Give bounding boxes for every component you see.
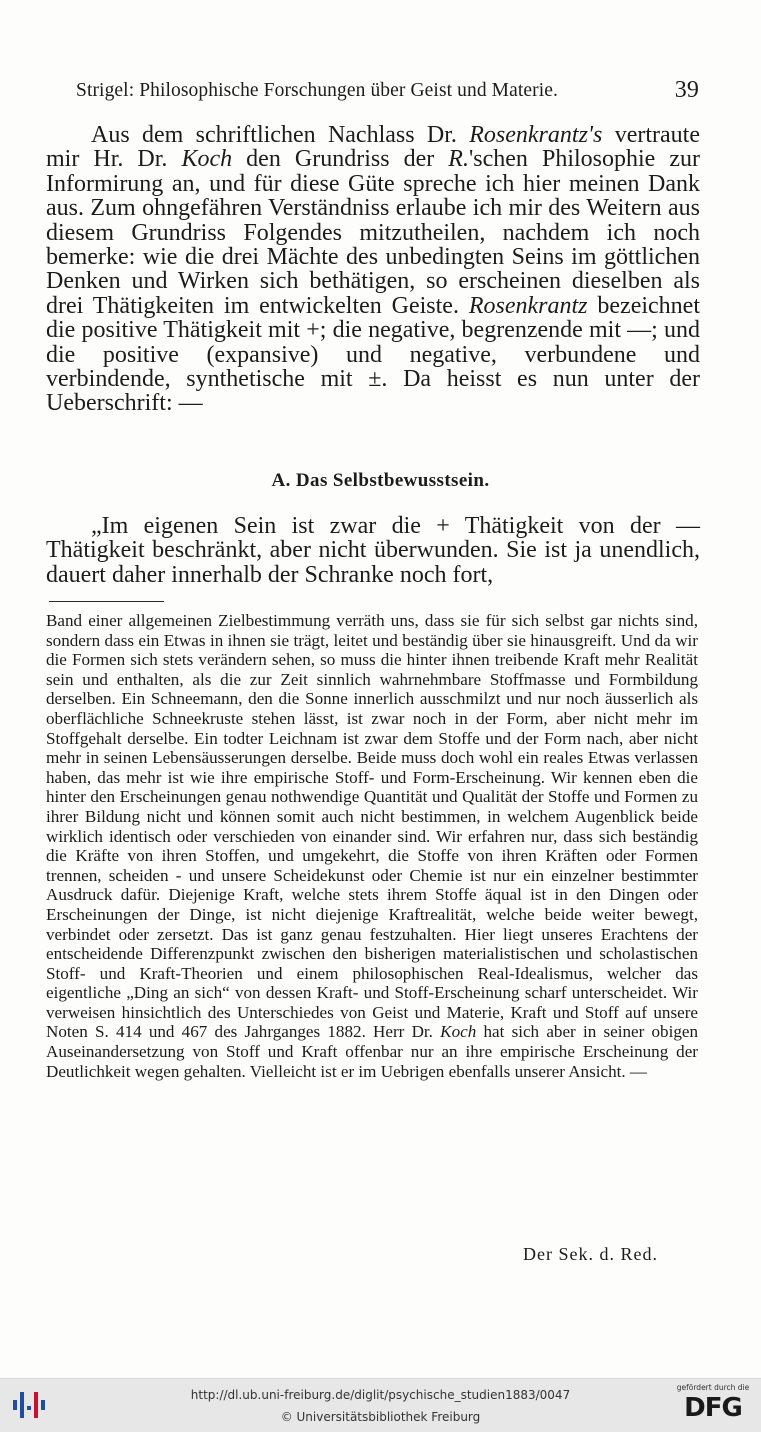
running-head-title: Strigel: Philosophische Forschungen über Geist und Materie.	[76, 80, 558, 101]
section-heading: A. Das Selbstbewusstsein.	[271, 470, 490, 491]
dfg-logo-icon: DFG	[684, 1393, 742, 1423]
author-name: Koch	[440, 1022, 477, 1042]
permalink-url[interactable]: http://dl.ub.uni-freiburg.de/diglit/psychische_studien1883/0047	[190, 1388, 571, 1402]
author-name: Rosenkrantz	[468, 292, 588, 319]
editor-signature: Der Sek. d. Red.	[523, 1244, 658, 1264]
quote-paragraph: „Im eigenen Sein ist zwar die + Thätigkeit von der — Thätigkeit beschränkt, aber nicht überwunden. Sie ist ja unendlich, dauert daher innerhalb der Schranke noch fort,	[46, 513, 700, 588]
page-number: 39	[674, 77, 699, 103]
footnote: Band einer allgemeinen Zielbestimmung verräth uns, dass sie für sich selbst gar nichts sind, sondern dass ein Etwas in ihnen sie trägt, leitet und beständig über sie hinausgreift. Und da wir die Formen sich stets verändern sehen, so muss die hinter ihnen treibende Kraft mehr Realität sein und enthalten, als die zur Zeit sinnlich wahrnehmbare Stoffmasse und Formbildung derselben. Ein Schneemann, den die Sonne innerlich ausschmilzt und nur noch äusserlich als oberflächliche Schneekruste stehen lässt, ist zwar noch in der Form, aber nicht mehr im Stoffgehalt derselbe. Ein todter Leichnam ist zwar dem Stoffe und der Form nach, aber nicht mehr in seinen Lebensäusserungen derselbe. Beide muss doch wohl ein reales Etwas verlassen haben, das mehr ist wie ihre empirische Stoff- und Form-Erscheinung. Wir kennen eben die hinter den Erscheinungen genau nothwendige Quantität und Qualität der Stoffe und Formen zu ihrer Bildung nicht und können somit auch nicht bestimmen, in welchem Augenblick beide wirklich identisch oder verschieden von einander sind. Wir erfahren nur, dass sich beständig die Kräfte von ihren Stoffen, und umgekehrt, die Stoffe von ihren Kräften oder Formen trennen, scheiden - und unsere Scheidekunst oder Chemie ist nur ein einzelner bestimmter Ausdruck dafür. Diejenige Kraft, welche stets ihrem Stoffe äqual ist in den Dingen oder Erscheinungen der Dinge, ist nicht diejenige Kraftrealität, welche beide weiter bewegt, verbindet oder zersetzt. Das ist ganz genau festzuhalten. Hier liegt unseres Erachtens der entscheidende Differenzpunkt zwischen den bisherigen materialistischen und scholastischen Stoff- und Kraft-Theorien und einem philosophischen Real-Idealismus, welcher das eigentliche „Ding an sich“ von dessen Kraft- und Stoff-Erscheinung scharf unterscheidet. Wir verweisen hinsichtlich des Unterschiedes von Geist und Materie, Kraft und Stoff auf unsere Noten S. 414 und 467 des Jahrganges 1882. Herr Dr. Koch hat sich aber in seiner obigen Auseinandersetzung von Stoff und Kraft offenbar nur an ihre empirische Erscheinung der Deutlichkeit wegen gehalten. Vielleicht ist er im Uebrigen ebenfalls unserer Ansicht. —	[46, 611, 699, 1081]
funding-note: gefördert durch die	[676, 1383, 750, 1392]
body-paragraph: Aus dem schriftlichen Nachlass Dr. Rosenkrantz's vertraute mir Hr. Dr. Koch den Grundriss der R.'schen Philosophie zur Informirung an, und für diese Güte spreche ich hier meinen Dank aus. Zum ohngefähren Verständniss erlaube ich mir des Weitern aus diesem Grundriss Folgendes mitzutheilen, nachdem ich noch bemerke: wie die drei Mächte des unbedingten Seins im göttlichen Denken und Wirken sich bethätigen, so erscheinen dieselben als drei Thätigkeiten im entwickelten Geiste. Rosenkrantz bezeichnet die positive Thätigkeit mit +; die negative, begrenzende mit —; und die positive (expansive) und negative, verbundene und verbindende, synthetische mit ±. Da heisst es nun unter der Ueberschrift: —	[46, 122, 700, 417]
dfg-funding-logo	[670, 1381, 756, 1427]
running-head	[76, 76, 701, 106]
copyright-notice: © Universitätsbibliothek Freiburg	[280, 1410, 481, 1424]
author-name: Koch	[181, 146, 233, 173]
author-name: R.	[448, 146, 469, 173]
author-name: Rosenkrantz's	[469, 122, 603, 148]
footnote-rule	[49, 601, 164, 602]
